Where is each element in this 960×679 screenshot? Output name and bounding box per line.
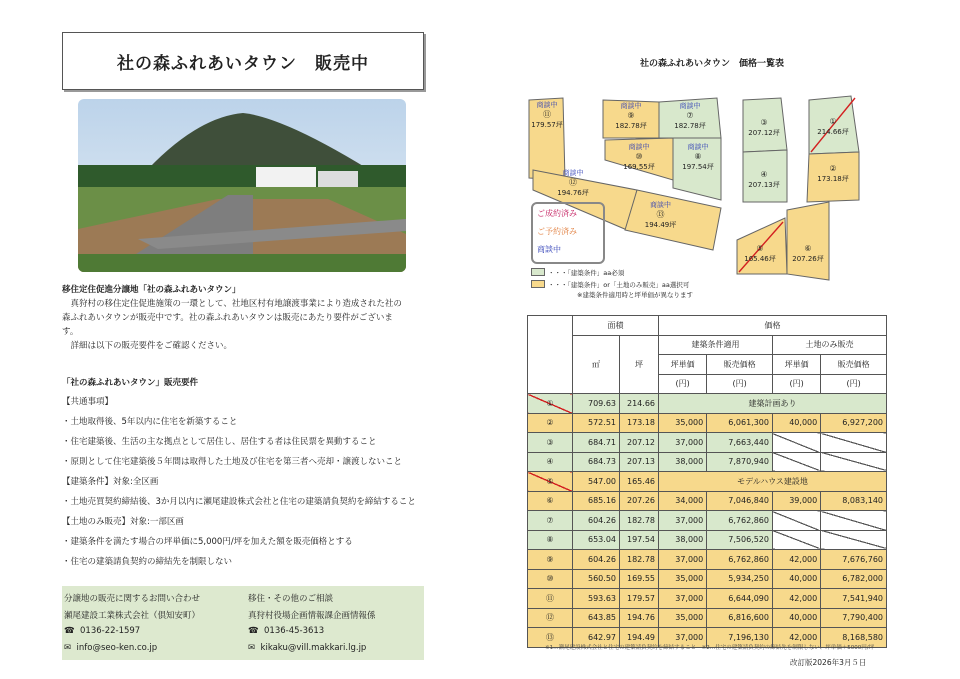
land-na-cell — [772, 433, 820, 453]
build-price-cell: 6,762,860 — [707, 550, 773, 570]
header-build: 建築条件適用 — [659, 335, 773, 355]
header-yen: (円) — [707, 374, 773, 394]
lot-area: 182.78坪 — [615, 122, 647, 130]
build-unit-cell: 37,000 — [659, 589, 707, 609]
legend-reserved: ご予約済み — [537, 227, 577, 236]
sqm-cell: 642.97 — [573, 628, 620, 648]
lot-number-cell: ③ — [528, 433, 573, 453]
tsubo-cell: 179.57 — [620, 589, 659, 609]
build-price-cell: 6,644,090 — [707, 589, 773, 609]
contact-right-heading: 移住・その他のご相談 — [248, 594, 334, 604]
tsubo-cell: 197.54 — [620, 530, 659, 550]
build-unit-cell: 38,000 — [659, 530, 707, 550]
lot-area: 207.26坪 — [792, 255, 824, 263]
common-item: ・土地取得後、5年以内に住宅を新築すること — [62, 417, 238, 427]
price-row — [528, 608, 887, 628]
land-price-cell: 6,927,200 — [821, 413, 887, 433]
lot-area: 194.49坪 — [644, 221, 677, 229]
lot-status: 商談中 — [536, 101, 558, 109]
sqm-cell: 593.63 — [573, 589, 620, 609]
lot-area: 182.78坪 — [674, 122, 706, 130]
lot-area: 207.13坪 — [748, 181, 780, 189]
lot-number: ② — [829, 164, 837, 173]
tsubo-cell: 194.49 — [620, 628, 659, 648]
price-row — [528, 394, 887, 414]
build-unit-cell: 35,000 — [659, 608, 707, 628]
tsubo-cell: 173.18 — [620, 413, 659, 433]
header-tsubo: 坪 — [620, 335, 659, 394]
land-unit-cell: 40,000 — [772, 569, 820, 589]
build-unit-cell: 35,000 — [659, 413, 707, 433]
phone-icon: ☎ — [64, 626, 75, 636]
land-na-cell — [821, 530, 887, 550]
intro-line-4: 詳細は以下の販売要件をご確認ください。 — [70, 341, 233, 351]
header-land-sale: 販売価格 — [821, 355, 887, 375]
map-title: 社の森ふれあいタウン 価格一覧表 — [639, 59, 784, 69]
land-item: ・住宅の建築請負契約の締結先を制限しない — [62, 557, 233, 567]
land-price-cell: 8,168,580 — [821, 628, 887, 648]
intro-line-2: 森ふれあいタウンが販売中です。社の森ふれあいタウンは販売にあたり要件がございま — [62, 313, 393, 323]
build-unit-cell: 37,000 — [659, 433, 707, 453]
lot-status: 商談中 — [620, 102, 642, 110]
tsubo-cell: 194.76 — [620, 608, 659, 628]
build-price-cell: 7,506,520 — [707, 530, 773, 550]
lot-area: 179.57坪 — [531, 121, 563, 129]
lot-status: 商談中 — [650, 201, 671, 209]
tsubo-cell: 182.78 — [620, 511, 659, 531]
landscape-photo — [78, 99, 406, 272]
price-table — [527, 315, 887, 648]
revision-date: 改訂版2026年3月５日 — [790, 658, 867, 667]
lot-number: ⑬ — [656, 210, 665, 219]
lot-area: 197.54坪 — [682, 163, 714, 171]
lot-number-cell: ⑬ — [528, 628, 573, 648]
land-price-cell: 7,676,760 — [821, 550, 887, 570]
lot-number: ⑩ — [635, 152, 643, 161]
lot-number-cell: ④ — [528, 452, 573, 472]
build-price-cell: 6,762,860 — [707, 511, 773, 531]
contact-left-org: 瀬尾建設工業株式会社（倶知安町） — [64, 611, 201, 621]
key-green: ・・・「建築条件」aa必須 — [548, 268, 625, 277]
mail-icon: ✉ — [248, 643, 256, 653]
build-unit-cell: 37,000 — [659, 628, 707, 648]
build-label: 【建築条件】対象:全区画 — [62, 477, 159, 487]
color-key — [531, 266, 731, 300]
header-yen: (円) — [821, 374, 887, 394]
tsubo-cell: 165.46 — [620, 472, 659, 492]
tsubo-cell: 207.13 — [620, 452, 659, 472]
intro-heading: 移住定住促進分譲地「社の森ふれあいタウン」 — [62, 285, 241, 295]
lot-number-cell: ⑨ — [528, 550, 573, 570]
build-unit-cell: 34,000 — [659, 491, 707, 511]
note-cell: モデルハウス建設地 — [659, 472, 887, 492]
land-na-cell — [821, 511, 887, 531]
page-title: 社の森ふれあいタウン 販売中 — [62, 32, 424, 90]
legend-sold: ご成約済み — [537, 209, 577, 218]
land-price-cell: 7,790,400 — [821, 608, 887, 628]
land-unit-cell: 42,000 — [772, 550, 820, 570]
price-row — [528, 433, 887, 453]
tsubo-cell: 207.12 — [620, 433, 659, 453]
land-unit-cell: 42,000 — [772, 589, 820, 609]
lot-status: 商談中 — [687, 143, 709, 151]
header-area: 面積 — [573, 316, 659, 336]
status-legend — [531, 202, 605, 264]
intro-line-1: 真狩村の移住定住促進施策の一環として、社地区村有地譲渡事業により造成された社の — [70, 299, 402, 309]
sqm-cell: 604.26 — [573, 511, 620, 531]
land-price-cell: 7,541,940 — [821, 589, 887, 609]
lot-number-cell: ⑧ — [528, 530, 573, 550]
build-item: ・土地売買契約締結後、3か月以内に瀬尾建設株式会社と住宅の建築請負契約を締結すること — [62, 497, 416, 507]
lot-number-cell: ① — [528, 394, 573, 414]
lot-number-cell: ⑩ — [528, 569, 573, 589]
header-land: 土地のみ販売 — [772, 335, 886, 355]
lot-number: ⑦ — [686, 111, 694, 120]
legend-negotiating: 商談中 — [537, 245, 561, 254]
land-item: ・建築条件を満たす場合の坪単価に5,000円/坪を加えた額を販売価格とする — [62, 537, 353, 547]
header-build-unit: 坪単価 — [659, 355, 707, 375]
contact-right-email[interactable]: kikaku@vill.makkari.lg.jp — [260, 643, 367, 653]
price-row — [528, 550, 887, 570]
build-price-cell: 7,196,130 — [707, 628, 773, 648]
contact-left-heading: 分譲地の販売に関するお問い合わせ — [64, 594, 201, 604]
price-row — [528, 530, 887, 550]
lot-area: 169.55坪 — [623, 163, 655, 171]
lot-area: 214.66坪 — [817, 128, 849, 136]
tsubo-cell: 207.26 — [620, 491, 659, 511]
key-note: ※建築条件適用時と坪単価が異なります — [577, 291, 693, 299]
lot-number: ③ — [760, 118, 768, 127]
lot-area: 194.76坪 — [557, 189, 589, 197]
requirements-heading: 「社の森ふれあいタウン」販売要件 — [62, 378, 199, 388]
price-row — [528, 569, 887, 589]
tsubo-cell: 214.66 — [620, 394, 659, 414]
contact-right-org: 真狩村役場企画情報課企画情報係 — [248, 611, 376, 621]
build-unit-cell: 38,000 — [659, 452, 707, 472]
contact-right-phone[interactable]: 0136-45-3613 — [264, 626, 325, 636]
lot-number: ⑧ — [694, 152, 702, 161]
lot-number: ④ — [760, 170, 768, 179]
header-yen: (円) — [659, 374, 707, 394]
price-row — [528, 491, 887, 511]
tsubo-cell: 169.55 — [620, 569, 659, 589]
header-price: 価格 — [659, 316, 887, 336]
sqm-cell: 604.26 — [573, 550, 620, 570]
lot-number: ⑨ — [627, 111, 635, 120]
lot-status: 商談中 — [628, 143, 650, 151]
lot-number-cell: ② — [528, 413, 573, 433]
land-label: 【土地のみ販売】対象:一部区画 — [62, 517, 184, 527]
note-cell: 建築計画あり — [659, 394, 887, 414]
green-swatch — [531, 268, 545, 276]
build-price-cell: 7,663,440 — [707, 433, 773, 453]
common-item: ・原則として住宅建築後５年間は取得した土地及び住宅を第三者へ売却・譲渡しないこと — [62, 457, 403, 467]
land-na-cell — [821, 433, 887, 453]
land-price-cell: 8,083,140 — [821, 491, 887, 511]
lot-status: 商談中 — [562, 169, 584, 177]
lot-6-shape — [787, 202, 829, 280]
lot-area: 165.46坪 — [744, 255, 776, 263]
sqm-cell: 653.04 — [573, 530, 620, 550]
common-item: ・住宅建築後、生活の主な拠点として居住し、居住する者は住民票を異動すること — [62, 437, 377, 447]
header-land-unit: 坪単価 — [772, 355, 820, 375]
land-na-cell — [821, 452, 887, 472]
sqm-cell: 684.71 — [573, 433, 620, 453]
contact-left-phone[interactable]: 0136-22-1597 — [80, 626, 141, 636]
build-unit-cell: 37,000 — [659, 511, 707, 531]
intro-line-3: す。 — [62, 327, 79, 337]
lot-number: ⑪ — [543, 110, 551, 119]
price-row — [528, 472, 887, 492]
price-row — [528, 589, 887, 609]
footnote: ※1…瀬尾建設株式会社と住宅の建築請負契約を締結すること ※2…住宅の建築請負契約の締結先を制限しない、坪単価＋5000円/坪 — [545, 645, 875, 651]
lot-status: 商談中 — [679, 102, 701, 110]
header-sqm: ㎡ — [573, 335, 620, 394]
build-unit-cell: 37,000 — [659, 550, 707, 570]
land-unit-cell: 42,000 — [772, 628, 820, 648]
sqm-cell: 560.50 — [573, 569, 620, 589]
lot-number: ⑥ — [804, 244, 812, 253]
contact-panel — [62, 586, 424, 660]
land-price-cell: 6,782,000 — [821, 569, 887, 589]
build-unit-cell: 35,000 — [659, 569, 707, 589]
lot-number-cell: ⑫ — [528, 608, 573, 628]
land-unit-cell: 40,000 — [772, 608, 820, 628]
key-yellow: ・・・「建築条件」or「土地のみ販売」aa選択可 — [548, 280, 690, 289]
build-price-cell: 7,046,840 — [707, 491, 773, 511]
land-unit-cell: 39,000 — [772, 491, 820, 511]
lot-number-cell: ⑪ — [528, 589, 573, 609]
land-unit-cell: 40,000 — [772, 413, 820, 433]
price-row — [528, 452, 887, 472]
common-label: 【共通事項】 — [62, 397, 114, 407]
build-price-cell: 7,870,940 — [707, 452, 773, 472]
sqm-cell: 643.85 — [573, 608, 620, 628]
lot-number: ① — [829, 117, 837, 126]
site-photo — [78, 99, 406, 272]
lot-area: 173.18坪 — [817, 175, 849, 183]
build-price-cell: 5,934,250 — [707, 569, 773, 589]
price-row — [528, 511, 887, 531]
mail-icon: ✉ — [64, 643, 72, 653]
land-na-cell — [772, 530, 820, 550]
header-yen: (円) — [772, 374, 820, 394]
sqm-cell: 684.73 — [573, 452, 620, 472]
sqm-cell: 685.16 — [573, 491, 620, 511]
phone-icon: ☎ — [248, 626, 259, 636]
header-build-sale: 販売価格 — [707, 355, 773, 375]
tsubo-cell: 182.78 — [620, 550, 659, 570]
land-na-cell — [772, 452, 820, 472]
lot-number-cell: ⑦ — [528, 511, 573, 531]
price-row — [528, 413, 887, 433]
land-na-cell — [772, 511, 820, 531]
lot-number-cell: ⑥ — [528, 491, 573, 511]
lot-number: ⑤ — [756, 244, 764, 253]
lot-number-cell: ⑤ — [528, 472, 573, 492]
lot-area: 207.12坪 — [748, 129, 780, 137]
sqm-cell: 547.00 — [573, 472, 620, 492]
sqm-cell: 572.51 — [573, 413, 620, 433]
lot-number: ⑫ — [569, 178, 577, 187]
build-price-cell: 6,816,600 — [707, 608, 773, 628]
sqm-cell: 709.63 — [573, 394, 620, 414]
build-price-cell: 6,061,300 — [707, 413, 773, 433]
yellow-swatch — [531, 280, 545, 288]
contact-left-email[interactable]: info@seo-ken.co.jp — [76, 643, 158, 653]
